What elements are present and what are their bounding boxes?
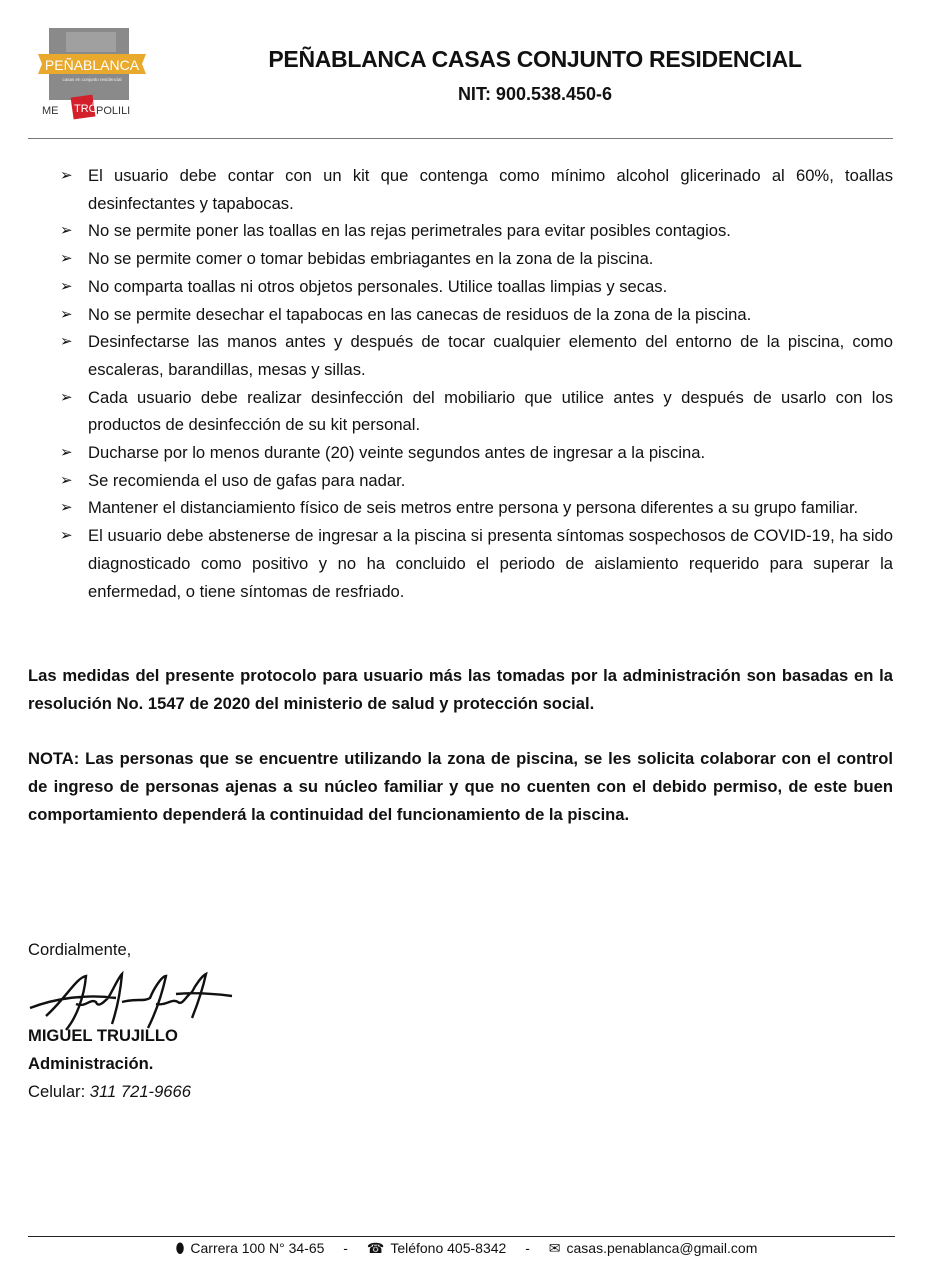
page-title: PEÑABLANCA CASAS CONJUNTO RESIDENCIAL bbox=[268, 46, 802, 72]
nit: NIT: 900.538.450-6 bbox=[457, 84, 613, 104]
header-divider bbox=[28, 138, 893, 139]
list-item: ➢ Cada usuario debe realizar desinfección del mobiliario que utilice antes y después de usarlo con los productos de desinfección de su kit personal. bbox=[60, 384, 893, 439]
arrow-bullet-icon: ➢ bbox=[60, 333, 73, 351]
list-item: ➢ No se permite desechar el tapabocas en las canecas de residuos de la zona de la piscina. bbox=[60, 301, 893, 329]
signer-role: Administración. bbox=[28, 1054, 154, 1073]
list-item: ➢ No se permite comer o tomar bebidas embriagantes en la zona de la piscina. bbox=[60, 245, 893, 273]
closing-greeting: Cordialmente, bbox=[28, 940, 132, 959]
list-item: ➢ No comparta toallas ni otros objetos personales. Utilice toallas limpias y secas. bbox=[60, 273, 893, 301]
arrow-bullet-icon: ➢ bbox=[60, 222, 73, 240]
arrow-bullet-icon: ➢ bbox=[60, 444, 73, 462]
arrow-bullet-icon: ➢ bbox=[60, 250, 73, 268]
note-paragraph: NOTA: Las personas que se encuentre utilizando la zona de piscina, se les solicita colaborar con el control de ingreso de personas ajenas a su núcleo familiar y que no cuenten con el debido permiso, de este buen comportamiento dependerá la continuidad del funcionamiento de la piscina. bbox=[28, 749, 893, 824]
svg-text:POLILI: POLILI bbox=[96, 105, 131, 117]
arrow-bullet-icon: ➢ bbox=[60, 499, 73, 517]
telephone-icon: ☎ bbox=[366, 1240, 385, 1256]
list-item: ➢ No se permite poner las toallas en las rejas perimetrales para evitar posibles contagios. bbox=[60, 217, 893, 245]
company-logo bbox=[36, 28, 148, 120]
arrow-bullet-icon: ➢ bbox=[60, 388, 73, 406]
envelope-icon: ✉ bbox=[548, 1240, 561, 1256]
arrow-bullet-icon: ➢ bbox=[60, 305, 73, 323]
arrow-bullet-icon: ➢ bbox=[60, 167, 73, 184]
list-item: ➢ Ducharse por lo menos durante (20) veinte segundos antes de ingresar a la piscina. bbox=[60, 439, 893, 467]
svg-text:casas en conjunto residencial: casas en conjunto residencial bbox=[62, 77, 122, 82]
footer-divider bbox=[28, 1236, 895, 1237]
list-item: ➢ Se recomienda el uso de gafas para nadar. bbox=[60, 467, 893, 495]
svg-text:TRÓ: TRÓ bbox=[74, 103, 98, 115]
list-item: ➢ El usuario debe abstenerse de ingresar a la piscina si presenta síntomas sospechosos de COVID-19, ha sido diagnosticado como positivo y no ha concluido el periodo de aislamiento requerido para superar la enfermedad, o tiene síntomas de resfriado. bbox=[60, 522, 893, 605]
arrow-bullet-icon: ➢ bbox=[60, 527, 73, 545]
rules-list bbox=[60, 162, 893, 605]
svg-text:ME: ME bbox=[42, 105, 59, 117]
list-item: ➢ Desinfectarse las manos antes y después de tocar cualquier elemento del entorno de la piscina, como escaleras, barandillas, mesas y sillas. bbox=[60, 328, 893, 383]
svg-text:PEÑABLANCA: PEÑABLANCA bbox=[44, 57, 140, 73]
signer-phone: Celular: 311 721-9666 bbox=[28, 1082, 191, 1101]
measures-paragraph: Las medidas del presente protocolo para usuario más las tomadas por la administración son basadas en la resolución No. 1547 de 2020 del ministerio de salud y protección social. bbox=[28, 666, 893, 713]
arrow-bullet-icon: ➢ bbox=[60, 471, 73, 489]
list-item: ➢ Mantener el distanciamiento físico de seis metros entre persona y persona diferentes a su grupo familiar. bbox=[60, 494, 893, 522]
footer: ⬮ Carrera 100 N° 34-65 - ☎ Teléfono 405-8342 - ✉ casas.penablanca@gmail.com bbox=[175, 1240, 758, 1256]
arrow-bullet-icon: ➢ bbox=[60, 277, 73, 295]
list-item: ➢ El usuario debe contar con un kit que contenga como mínimo alcohol glicerinado al 60%, toallas desinfectantes y tapabocas. bbox=[60, 162, 893, 217]
signer-name: MIGUEL TRUJILLO bbox=[28, 1026, 178, 1045]
location-drop-icon: ⬮ bbox=[175, 1240, 185, 1256]
